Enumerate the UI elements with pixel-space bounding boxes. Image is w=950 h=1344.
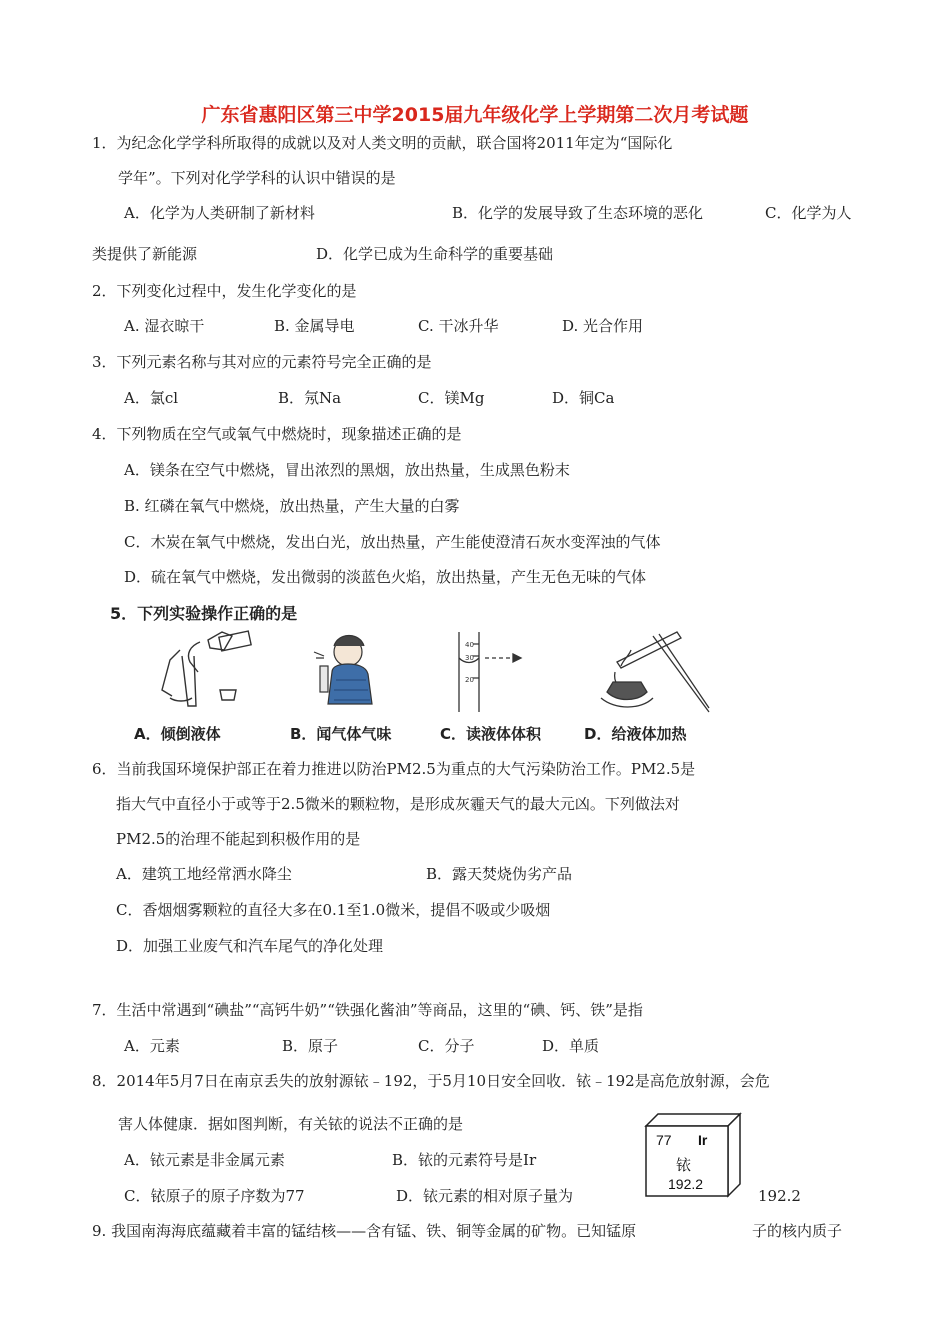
exam-title: 广东省惠阳区第三中学2015届九年级化学上学期第二次月考试题 (201, 104, 749, 126)
q1-option-b: B．化学的发展导致了生态环境的恶化 (452, 204, 704, 222)
q9-stem-part1: 9. 我国南海海底蕴藏着丰富的锰结核——含有锰、铁、铜等金属的矿物。已知锰原 (92, 1222, 637, 1240)
q4-option-a: A．镁条在空气中燃烧，冒出浓烈的黑烟，放出热量，生成黑色粉末 (124, 461, 570, 479)
q2-option-c: C. 干冰升华 (418, 317, 499, 335)
q5-option-a: A．倾倒液体 (134, 725, 221, 743)
q5-option-d: D．给液体加热 (584, 725, 687, 743)
q2-option-d: D. 光合作用 (562, 317, 644, 335)
q7-option-b: B．原子 (282, 1037, 339, 1055)
q1-option-a: A．化学为人类研制了新材料 (124, 204, 315, 222)
q6-option-c: C．香烟烟雾颗粒的直径大多在0.1至1.0微米，提倡不吸或少吸烟 (116, 901, 551, 919)
q4-stem: 4．下列物质在空气或氧气中燃烧时，现象描述正确的是 (92, 425, 462, 443)
q3-option-c: C．镁Mg (418, 389, 485, 407)
q3-option-b: B．氖Na (278, 389, 342, 407)
q6-option-a: A．建筑工地经常洒水降尘 (116, 865, 292, 883)
q2-option-b: B. 金属导电 (274, 317, 355, 335)
q8-stem-line1: 8．2014年5月7日在南京丢失的放射源铱﹣192，于5月10日安全回收．铱﹣192是高危放射源，会危 (92, 1072, 770, 1090)
heating-liquid-figure (595, 626, 715, 714)
element-symbol: Ir (698, 1132, 708, 1148)
q8-option-d-value: 192.2 (758, 1187, 801, 1205)
q7-stem: 7．生活中常遇到“碘盐”“高钙牛奶”“铁强化酱油”等商品，这里的“碘、钙、铁”是指 (92, 1001, 643, 1019)
cylinder-tick-40: 40 (465, 641, 474, 649)
q4-option-d: D．硫在氧气中燃烧，发出微弱的淡蓝色火焰，放出热量，产生无色无味的气体 (124, 568, 647, 586)
q7-option-d: D．单质 (542, 1037, 600, 1055)
q2-option-a: A. 湿衣晾干 (124, 317, 205, 335)
q3-option-d: D．铜Ca (552, 389, 615, 407)
q4-option-b: B. 红磷在氧气中燃烧，放出热量，产生大量的白雾 (124, 497, 460, 515)
q8-option-c: C．铱原子的原子序数为77 (124, 1187, 305, 1205)
q1-option-c-part1: C．化学为人 (765, 204, 852, 222)
element-name: 铱 (676, 1156, 692, 1174)
q2-stem: 2．下列变化过程中，发生化学变化的是 (92, 282, 357, 300)
q1-stem-line1: 1．为纪念化学学科所取得的成就以及对人类文明的贡献，联合国将2011年定为“国际化 (92, 134, 673, 152)
q6-stem-line2: 指大气中直径小于或等于2.5微米的颗粒物，是形成灰霾天气的最大元凶。下列做法对 (116, 795, 680, 813)
element-cell-iridium (642, 1112, 742, 1198)
q6-option-b: B．露天焚烧伪劣产品 (426, 865, 573, 883)
q8-option-a: A．铱元素是非金属元素 (124, 1151, 285, 1169)
reading-volume-figure (445, 630, 525, 714)
q8-option-b: B．铱的元素符号是Ir (392, 1151, 537, 1169)
pouring-liquid-figure (150, 628, 260, 712)
q1-stem-line2: 学年”。下列对化学学科的认识中错误的是 (118, 169, 396, 187)
q5-option-c: C．读液体体积 (440, 725, 542, 743)
element-atomic-mass: 192.2 (668, 1176, 704, 1192)
smelling-gas-figure (310, 628, 400, 712)
q6-stem-line1: 6．当前我国环境保护部正在着力推进以防治PM2.5为重点的大气污染防治工作。PM2.5是 (92, 760, 696, 778)
q3-stem: 3．下列元素名称与其对应的元素符号完全正确的是 (92, 353, 432, 371)
q1-option-c-part2: 类提供了新能源 (92, 245, 198, 263)
q6-stem-line3: PM2.5的治理不能起到积极作用的是 (116, 830, 361, 848)
q8-stem-line2: 害人体健康．据如图判断，有关铱的说法不正确的是 (118, 1115, 464, 1133)
element-atomic-number: 77 (656, 1132, 672, 1148)
q9-stem-part2: 子的核内质子 (752, 1222, 843, 1240)
q4-option-c: C．木炭在氧气中燃烧，发出白光，放出热量，产生能使澄清石灰水变浑浊的气体 (124, 533, 661, 551)
q1-option-d: D．化学已成为生命科学的重要基础 (316, 245, 554, 263)
q7-option-a: A．元素 (124, 1037, 180, 1055)
q7-option-c: C．分子 (418, 1037, 475, 1055)
q6-option-d: D．加强工业废气和汽车尾气的净化处理 (116, 937, 384, 955)
q5-stem: 5．下列实验操作正确的是 (110, 604, 298, 623)
q8-option-d: D．铱元素的相对原子量为 (396, 1187, 574, 1205)
cylinder-tick-30: 30 (465, 654, 474, 662)
q5-option-b: B．闻气体气味 (290, 725, 392, 743)
cylinder-tick-20: 20 (465, 676, 474, 684)
q3-option-a: A．氯cl (124, 389, 179, 407)
